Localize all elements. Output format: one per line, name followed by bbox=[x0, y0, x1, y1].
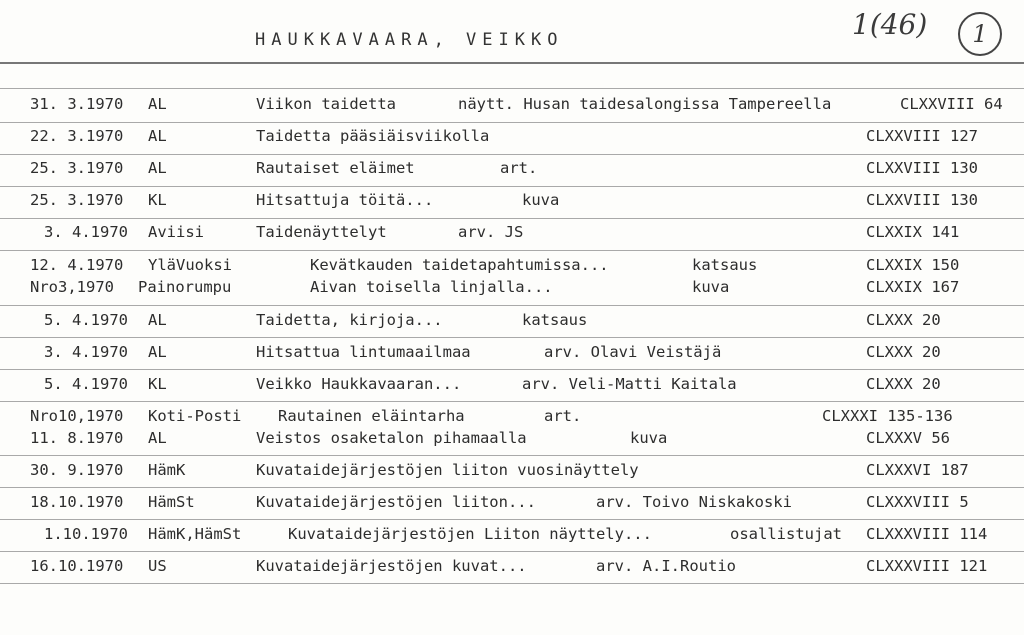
entry-date: 30. 9.1970 bbox=[30, 461, 124, 479]
entry-title: Kevätkauden taidetapahtumissa... bbox=[310, 256, 609, 274]
card-title: HAUKKAVAARA, VEIKKO bbox=[255, 30, 564, 50]
entry-title: Hitsattua lintumaailmaa bbox=[256, 343, 471, 361]
entry-source: AL bbox=[148, 159, 167, 177]
entry-source: YläVuoksi bbox=[148, 256, 232, 274]
entry-note: arv. Olavi Veistäjä bbox=[544, 343, 722, 361]
entry-date: Nro3,1970 bbox=[30, 278, 114, 296]
entry-date: 18.10.1970 bbox=[30, 493, 124, 511]
entry-date: 22. 3.1970 bbox=[30, 127, 124, 145]
entry-row bbox=[0, 375, 1024, 397]
entry-ref: CLXXX 20 bbox=[866, 311, 941, 329]
ruled-line bbox=[0, 455, 1024, 456]
entry-ref: CLXXIX 167 bbox=[866, 278, 960, 296]
page-count-note: 1(46) bbox=[852, 8, 928, 41]
entry-source: Painorumpu bbox=[138, 278, 232, 296]
entry-title: Kuvataidejärjestöjen kuvat... bbox=[256, 557, 527, 575]
entry-ref: CLXXIX 150 bbox=[866, 256, 960, 274]
ruled-line bbox=[0, 88, 1024, 89]
entry-source: Koti-Posti bbox=[148, 407, 242, 425]
ruled-line bbox=[0, 551, 1024, 552]
entry-source: AL bbox=[148, 343, 167, 361]
entry-note: näytt. Husan taidesalongissa Tampereella bbox=[458, 95, 832, 113]
entry-source: Aviisi bbox=[148, 223, 204, 241]
entry-row bbox=[0, 525, 1024, 547]
entry-note: osallistujat bbox=[730, 525, 842, 543]
entry-date: 11. 8.1970 bbox=[30, 429, 124, 447]
entry-title: Veikko Haukkavaaran... bbox=[256, 375, 462, 393]
entry-source: US bbox=[148, 557, 167, 575]
entry-date: 3. 4.1970 bbox=[44, 223, 128, 241]
entry-note: arv. Toivo Niskakoski bbox=[596, 493, 792, 511]
entry-ref: CLXXVIII 130 bbox=[866, 191, 978, 209]
entry-ref: CLXXIX 141 bbox=[866, 223, 960, 241]
entry-row bbox=[0, 493, 1024, 515]
entry-ref: CLXXVIII 127 bbox=[866, 127, 978, 145]
entry-note: art. bbox=[544, 407, 582, 425]
entry-ref: CLXXXI 135-136 bbox=[822, 407, 953, 425]
entry-date: 31. 3.1970 bbox=[30, 95, 124, 113]
ruled-line bbox=[0, 337, 1024, 338]
entry-date: 16.10.1970 bbox=[30, 557, 124, 575]
entry-row bbox=[0, 461, 1024, 483]
entry-row bbox=[0, 256, 1024, 278]
entry-row bbox=[0, 95, 1024, 117]
entry-source: HämK,HämSt bbox=[148, 525, 242, 543]
entry-ref: CLXXXVIII 114 bbox=[866, 525, 988, 543]
entry-source: HämK bbox=[148, 461, 186, 479]
entry-note: katsaus bbox=[692, 256, 758, 274]
entry-title: Taidetta, kirjoja... bbox=[256, 311, 443, 329]
ruled-line bbox=[0, 305, 1024, 306]
entry-row bbox=[0, 429, 1024, 451]
entry-ref: CLXXVIII 64 bbox=[900, 95, 1003, 113]
entry-date: 25. 3.1970 bbox=[30, 159, 124, 177]
entry-title: Kuvataidejärjestöjen liiton vuosinäyttely bbox=[256, 461, 639, 479]
entry-date: 5. 4.1970 bbox=[44, 311, 128, 329]
card-number-circle: 1 bbox=[958, 12, 1002, 56]
ruled-line bbox=[0, 250, 1024, 251]
entry-title: Kuvataidejärjestöjen liiton... bbox=[256, 493, 536, 511]
entry-row bbox=[0, 159, 1024, 181]
ruled-line bbox=[0, 487, 1024, 488]
entry-note: katsaus bbox=[522, 311, 588, 329]
entry-title: Viikon taidetta bbox=[256, 95, 396, 113]
ruled-line bbox=[0, 186, 1024, 187]
entry-date: Nro10,1970 bbox=[30, 407, 124, 425]
entry-date: 3. 4.1970 bbox=[44, 343, 128, 361]
entry-note: arv. A.I.Routio bbox=[596, 557, 736, 575]
entry-note: arv. JS bbox=[458, 223, 524, 241]
entry-ref: CLXXVIII 130 bbox=[866, 159, 978, 177]
entry-row bbox=[0, 278, 1024, 300]
entry-date: 25. 3.1970 bbox=[30, 191, 124, 209]
entry-ref: CLXXXVIII 121 bbox=[866, 557, 988, 575]
entry-title: Aivan toisella linjalla... bbox=[310, 278, 553, 296]
ruled-line bbox=[0, 519, 1024, 520]
entry-source: KL bbox=[148, 191, 167, 209]
entry-row bbox=[0, 343, 1024, 365]
ruled-line bbox=[0, 583, 1024, 584]
entry-row bbox=[0, 557, 1024, 579]
ruled-line bbox=[0, 154, 1024, 155]
entry-title: Taidetta pääsiäisviikolla bbox=[256, 127, 490, 145]
entry-title: Rautaiset eläimet bbox=[256, 159, 415, 177]
entry-source: AL bbox=[148, 95, 167, 113]
entry-note: art. bbox=[500, 159, 538, 177]
entry-date: 12. 4.1970 bbox=[30, 256, 124, 274]
entry-source: AL bbox=[148, 127, 167, 145]
entry-date: 5. 4.1970 bbox=[44, 375, 128, 393]
entry-ref: CLXXX 20 bbox=[866, 343, 941, 361]
entry-date: 1.10.1970 bbox=[44, 525, 128, 543]
entry-source: AL bbox=[148, 429, 167, 447]
ruled-line bbox=[0, 218, 1024, 219]
entry-row bbox=[0, 127, 1024, 149]
entry-note: kuva bbox=[522, 191, 560, 209]
ruled-line bbox=[0, 369, 1024, 370]
entry-row bbox=[0, 191, 1024, 213]
header-divider bbox=[0, 62, 1024, 64]
entry-note: arv. Veli-Matti Kaitala bbox=[522, 375, 737, 393]
entry-source: AL bbox=[148, 311, 167, 329]
entry-title: Hitsattuja töitä... bbox=[256, 191, 434, 209]
ruled-line bbox=[0, 401, 1024, 402]
entry-ref: CLXXXVI 187 bbox=[866, 461, 969, 479]
entry-note: kuva bbox=[692, 278, 730, 296]
entry-ref: CLXXXV 56 bbox=[866, 429, 950, 447]
entry-row bbox=[0, 223, 1024, 245]
entry-source: HämSt bbox=[148, 493, 195, 511]
entry-row bbox=[0, 407, 1024, 429]
entry-ref: CLXXX 20 bbox=[866, 375, 941, 393]
entry-title: Taidenäyttelyt bbox=[256, 223, 387, 241]
entry-title: Veistos osaketalon pihamaalla bbox=[256, 429, 527, 447]
entry-title: Rautainen eläintarha bbox=[278, 407, 465, 425]
entry-title: Kuvataidejärjestöjen Liiton näyttely... bbox=[288, 525, 652, 543]
ruled-line bbox=[0, 122, 1024, 123]
entry-ref: CLXXXVIII 5 bbox=[866, 493, 969, 511]
entry-row bbox=[0, 311, 1024, 333]
entry-source: KL bbox=[148, 375, 167, 393]
entry-note: kuva bbox=[630, 429, 668, 447]
